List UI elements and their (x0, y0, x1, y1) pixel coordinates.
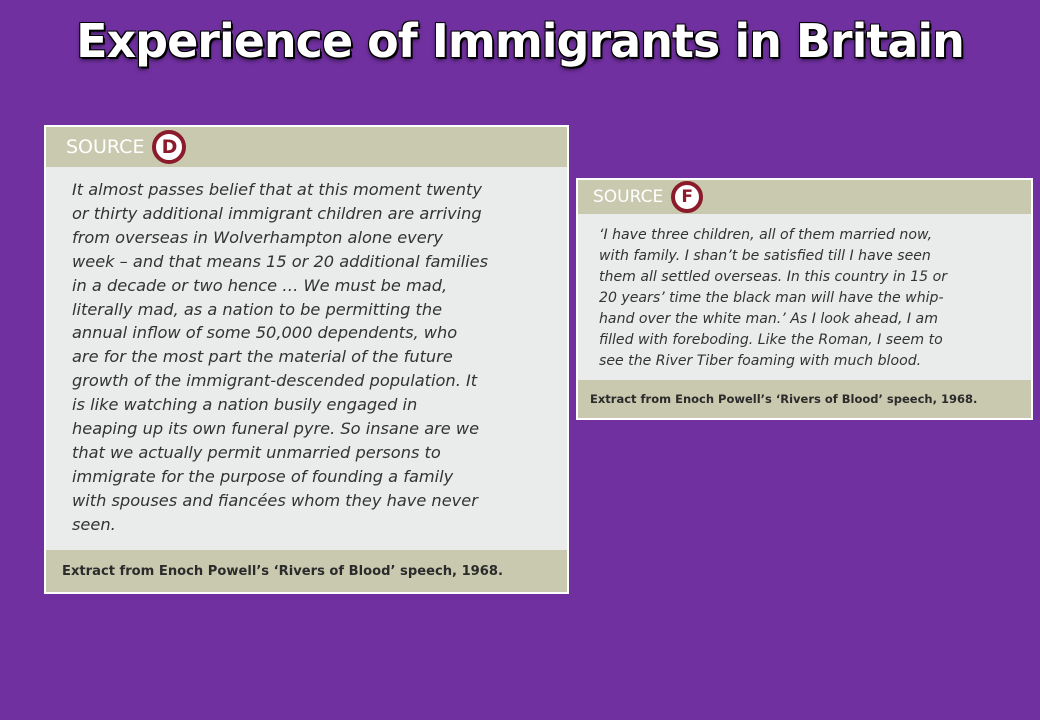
source-d-card (44, 125, 569, 594)
quote-line: ‘I have three children, all of them married now, (599, 227, 933, 243)
quote-line: see the River Tiber foaming with much blood. (599, 353, 922, 369)
quote-line: with family. I shan’t be satisfied till I have seen (599, 248, 931, 264)
source-f-quote (578, 214, 1031, 372)
quote-line: week – and that means 15 or 20 additional families (72, 251, 489, 271)
quote-line: them all settled overseas. In this country in 15 or (599, 269, 948, 285)
source-d-citation: Extract from Enoch Powell’s ‘Rivers of Blood’ speech, 1968. (46, 550, 567, 592)
quote-line: that we actually permit unmarried persons to (72, 442, 441, 462)
quote-line: literally mad, as a nation to be permitting the (72, 299, 443, 319)
quote-line: It almost passes belief that at this moment twenty (72, 180, 482, 199)
source-d-label: SOURCE (66, 136, 145, 158)
quote-line: is like watching a nation busily engaged in (72, 395, 418, 415)
quote-line: filled with foreboding. Like the Roman, I seem to (599, 332, 943, 348)
source-d-badge: D (152, 130, 186, 164)
quote-line: 20 years’ time the black man will have the whip- (599, 290, 944, 306)
source-d-header (46, 127, 567, 167)
quote-line: seen. (72, 514, 116, 534)
quote-line: growth of the immigrant-descended population. It (72, 371, 478, 391)
quote-line: in a decade or two hence … We must be mad, (72, 275, 448, 295)
slide-title: Experience of Immigrants in Britain (76, 14, 964, 68)
quote-line: or thirty additional immigrant children are arriving (72, 203, 482, 223)
quote-line: from overseas in Wolverhampton alone every (72, 227, 443, 247)
quote-line: hand over the white man.’ As I look ahead, I am (599, 311, 938, 327)
source-f-label: SOURCE (593, 187, 664, 207)
source-f-citation: Extract from Enoch Powell’s ‘Rivers of Blood’ speech, 1968. (578, 380, 1031, 418)
quote-line: annual inflow of some 50,000 dependents, who (72, 323, 458, 343)
quote-line: are for the most part the material of the future (72, 347, 453, 367)
source-f-card (576, 178, 1033, 420)
quote-line: with spouses and fiancées whom they have never (72, 490, 478, 510)
source-d-quote (46, 167, 567, 537)
quote-line: heaping up its own funeral pyre. So insane are we (72, 419, 480, 439)
source-f-badge: F (671, 181, 703, 213)
quote-line: immigrate for the purpose of founding a family (72, 466, 454, 486)
source-f-header (578, 180, 1031, 214)
